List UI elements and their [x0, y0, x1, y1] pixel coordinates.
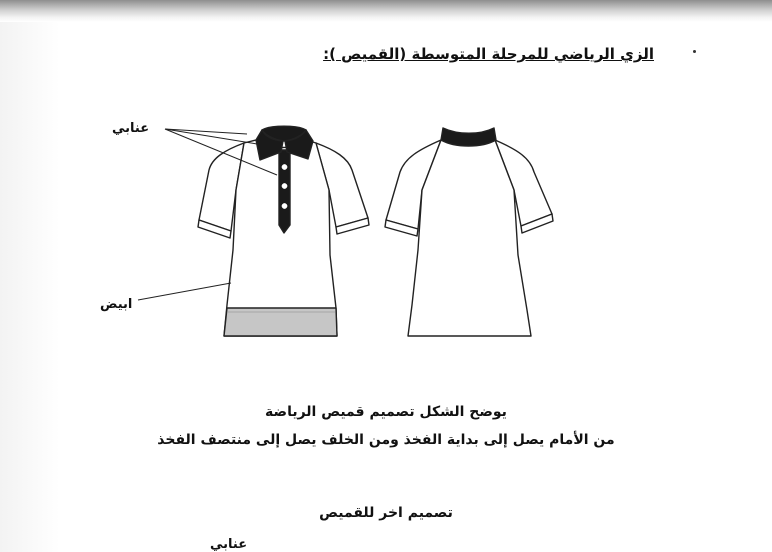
- collar-pointer-1: [165, 129, 257, 144]
- cut-off-label-wrapper: [210, 537, 248, 552]
- front-placket: [279, 150, 290, 233]
- front-shirt: [198, 126, 369, 336]
- body-color-label: ابيض: [100, 297, 133, 312]
- section-title: تصميم اخر للقميص: [319, 505, 453, 521]
- collar-color-label: عنابي: [112, 121, 150, 136]
- placket-button-3: [282, 203, 287, 208]
- back-collar: [441, 128, 496, 146]
- back-shirt: [385, 128, 553, 336]
- placket-button-1: [282, 164, 287, 169]
- page-heading: الزي الرياضي للمرحلة المتوسطة (القميص ):: [323, 45, 654, 63]
- white-pointer: [138, 283, 231, 300]
- placket-button-2: [282, 183, 287, 188]
- cut-off-label: عنابي: [210, 537, 248, 552]
- caption-line-2: من الأمام يصل إلى بداية الفخذ ومن الخلف يصل إلى منتصف الفخذ: [157, 432, 615, 448]
- caption-line-1: يوضح الشكل تصميم قميص الرياضة: [265, 404, 507, 420]
